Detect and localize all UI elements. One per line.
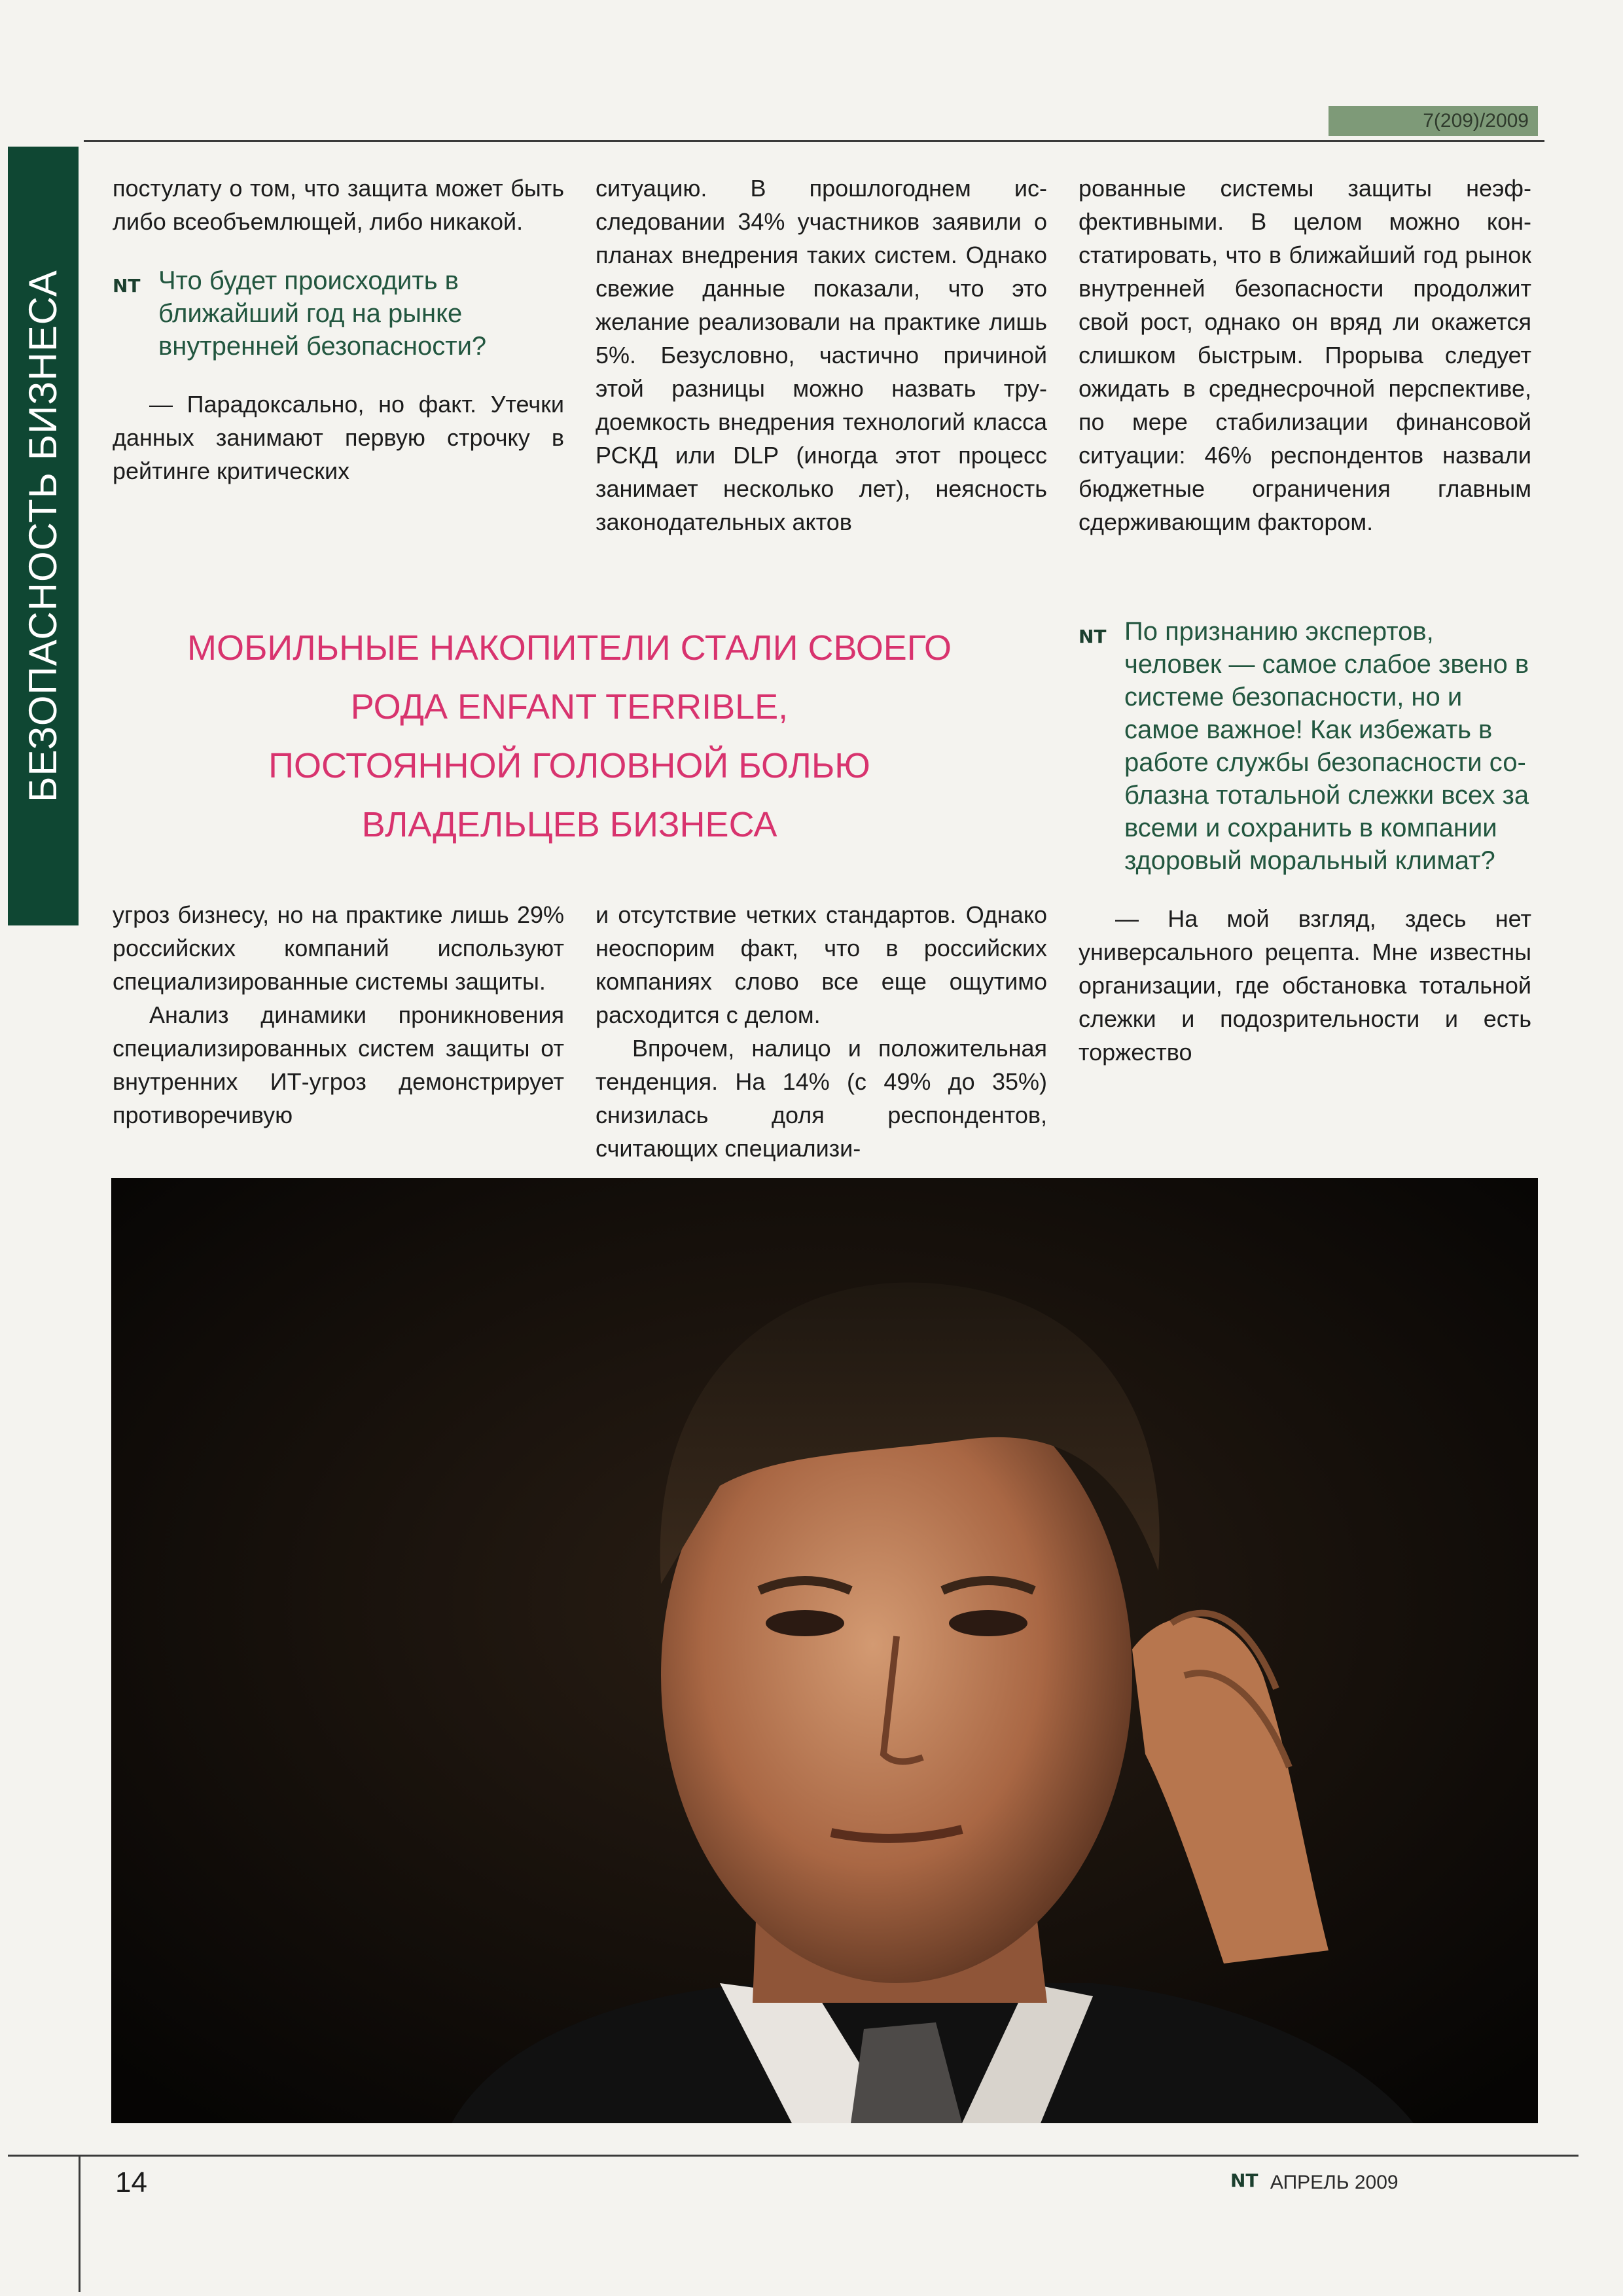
paragraph: ситуацию. В прошлогоднем исследовании 34% участников заявили о планах внедрения таких систем. Однако свежие данные показали, что это желание реализовали на практике лишь 5%. Безусловно, частично причиной этой разницы можно назвать трудоемкость внедрения технологий класса РСКД или DLP (иногда этот процесс занимает несколько лет), неясность законодательных актов bbox=[596, 175, 1047, 535]
paragraph: постулату о том, что защита может быть либо всеобъемлющей, либо никакой. bbox=[113, 175, 564, 235]
section-band bbox=[8, 147, 79, 925]
magazine-logo-icon: NT bbox=[1230, 2170, 1258, 2191]
pull-quote-line: ВЛАДЕЛЬЦЕВ БИЗНЕСА bbox=[361, 805, 777, 844]
magazine-logo-icon: NT bbox=[1079, 626, 1107, 647]
column-1-top bbox=[113, 171, 564, 488]
magazine-logo-icon: NT bbox=[113, 275, 141, 296]
header-rule bbox=[84, 140, 1544, 142]
footer-divider bbox=[79, 2155, 80, 2292]
paragraph: Впрочем, налицо и положительная тенденция. На 14% (с 49% до 35%) снизилась доля респондентов, считающих специализи- bbox=[596, 1035, 1047, 1162]
portrait-illustration bbox=[111, 1178, 1538, 2123]
column-1-bottom bbox=[113, 898, 564, 1132]
paragraph: и отсутствие четких стандартов. Однако неоспорим факт, что в российских компаниях слово все еще ощутимо расходится с делом. bbox=[596, 901, 1047, 1028]
pull-quote-line: ПОСТОЯННОЙ ГОЛОВНОЙ БОЛЬЮ bbox=[268, 746, 870, 785]
interview-question bbox=[1079, 615, 1531, 877]
paragraph: Анализ динамики проникновения специализированных систем защиты от внутренних ИТ-угроз демонстрирует противоречивую bbox=[113, 1001, 564, 1128]
footer-rule bbox=[8, 2155, 1578, 2157]
question-text: По признанию экспертов, человек — самое слабое звено в системе безопасности, но и самое важное! Как избежать в работе службы безопасности соблазна тотальной слежки всех за всеми и сохранить в компании здоровый моральный климат? bbox=[1124, 617, 1529, 875]
section-title: БЕЗОПАСНОСТЬ БИЗНЕСА bbox=[21, 270, 65, 802]
column-2-top bbox=[596, 171, 1047, 539]
pull-quote-line: РОДА ENFANT TERRIBLE, bbox=[350, 687, 789, 726]
issue-number-badge: 7(209)/2009 bbox=[1329, 106, 1538, 136]
issue-date: АПРЕЛЬ 2009 bbox=[1270, 2172, 1399, 2193]
column-2-bottom bbox=[596, 898, 1047, 1165]
pull-quote-line: МОБИЛЬНЫЕ НАКОПИТЕЛИ СТАЛИ СВОЕГО bbox=[187, 628, 952, 668]
paragraph: — Парадоксально, но факт. Утечки данных занимают первую строчку в рейтинге критических bbox=[113, 391, 564, 484]
paragraph: — На мой взгляд, здесь нет универсального рецепта. Мне известны организации, где обстановка тотальной слежки и подозрительности и есть торжество bbox=[1079, 905, 1531, 1066]
column-3-bottom bbox=[1079, 615, 1531, 1069]
interview-question bbox=[113, 264, 564, 363]
paragraph: угроз бизнесу, но на практике лишь 29% российских компаний используют специализированные системы защиты. bbox=[113, 901, 564, 995]
page-number: 14 bbox=[115, 2166, 147, 2198]
question-text: Что будет происходить в ближайший год на рынке внутренней безопасности? bbox=[158, 266, 487, 361]
footer-date bbox=[1230, 2172, 1399, 2194]
pull-quote bbox=[111, 619, 1027, 854]
portrait-photo bbox=[111, 1178, 1538, 2123]
paragraph: рованные системы защиты неэффективными. В целом можно констатировать, что в ближайший год рынок внутренней безопасности продолжит свой рост, однако он вряд ли окажется слишком быстрым. Прорыва следует ожидать в среднесрочной перспективе, по мере стабилизации финансовой ситуации: 46% респондентов назвали бюджетные ограничения главным сдерживающим фактором. bbox=[1079, 175, 1531, 535]
column-3-top bbox=[1079, 171, 1531, 539]
